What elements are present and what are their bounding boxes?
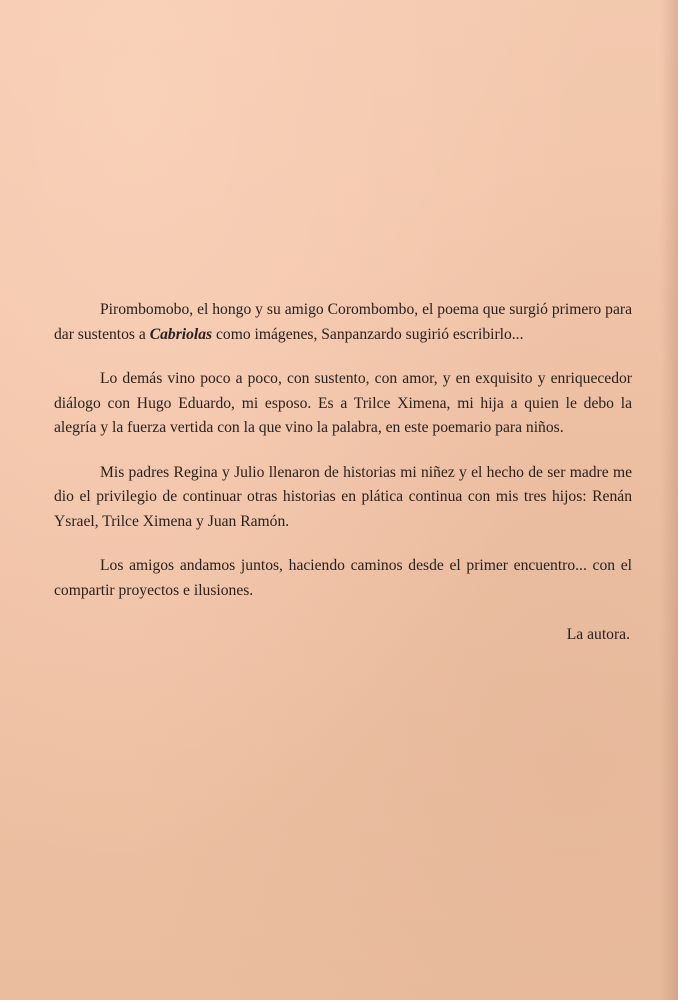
paragraph-4: Los amigos andamos juntos, haciendo caminos desde el primer encuentro... con el compartir proyectos e ilusiones. <box>54 557 632 599</box>
preface-text <box>54 298 632 623</box>
book-title-cabriolas: Cabriolas <box>149 325 213 343</box>
paragraph-3: Mis padres Regina y Julio llenaron de historias mi niñez y el hecho de ser madre me dio el privilegio de continuar otras historias en plática continua con mis tres hijos: Renán Ysrael, Trilce Ximena y Juan Ramón. <box>54 463 632 530</box>
paragraph-2: Lo demás vino poco a poco, con sustento, con amor, y en exquisito y enriquecedor diálogo con Hugo Eduardo, mi esposo. Es a Trilce Ximena, mi hija a quien le debo la alegría y la fuerza vertida con la que vino la palabra, en este poemario para niños. <box>54 370 632 436</box>
author-signature: La autora. <box>566 626 630 643</box>
paragraph-1-text-end: como imágenes, Sanpanzardo sugirió escribirlo... <box>212 325 524 343</box>
paragraph-1 <box>54 298 632 347</box>
paragraph-1-text-start: Pirombomobo, el hongo y su amigo Corombombo, el poema que surgió primero para dar sustentos a <box>54 301 632 343</box>
page-edge-shadow <box>660 0 678 1000</box>
